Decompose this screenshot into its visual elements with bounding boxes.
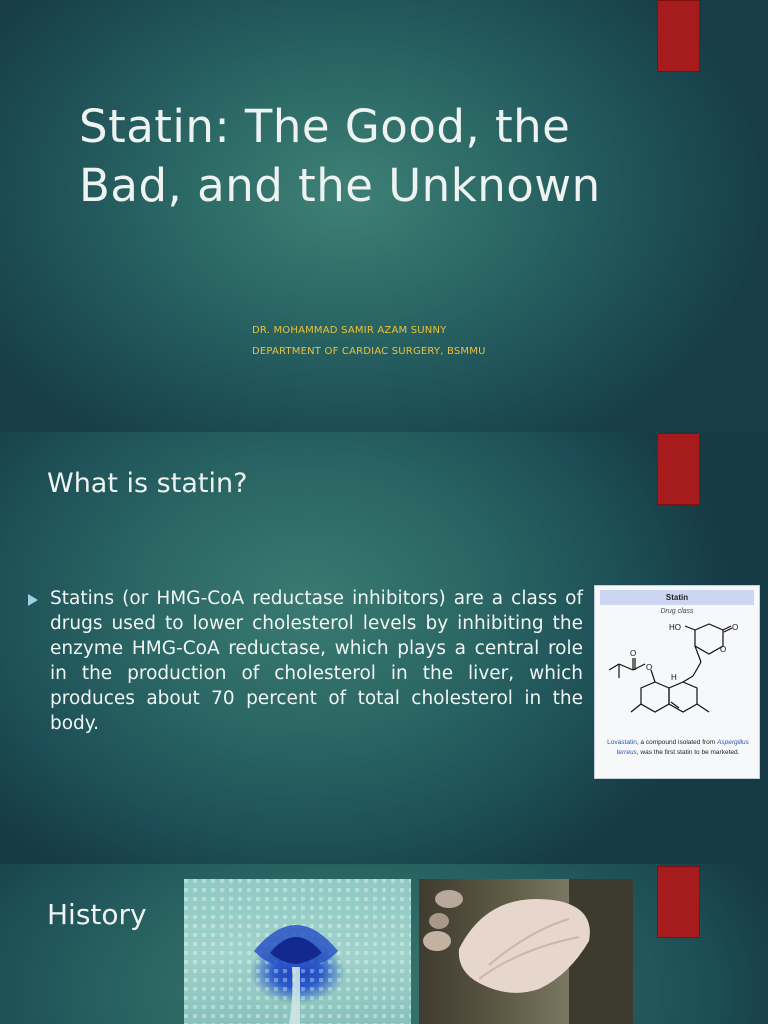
oxygen-label: O (732, 623, 739, 632)
caption-link-aspergillus[interactable]: Aspergillus terreus (616, 739, 749, 756)
slide-history (0, 864, 768, 1024)
mushroom-illustration (419, 879, 633, 1024)
infobox-header: Statin (600, 590, 754, 605)
infobox-subheader: Drug class (660, 608, 694, 615)
oxygen-label: O (630, 649, 637, 658)
red-accent-tab (657, 0, 700, 72)
author-name: DR. MOHAMMAD SAMIR AZAM SUNNY (252, 325, 447, 336)
mushroom-on-tree-image (419, 879, 633, 1024)
bullet-text: Statins (or HMG-CoA reductase inhibitors) are a class of drugs used to lower cholesterol levels by inhibiting the enzyme HMG-CoA reductase, which plays a central role in the production of cholesterol in the liver, which produces about 70 percent of total cholesterol in the body. (50, 588, 583, 734)
author-department: DEPARTMENT OF CARDIAC SURGERY, BSMMU (252, 346, 486, 357)
hydrogen-label: H (671, 673, 677, 682)
bullet-item (28, 586, 583, 736)
red-accent-tab (657, 433, 700, 505)
lovastatin-structure-diagram (605, 622, 751, 736)
aspergillus-microscope-image (184, 879, 411, 1024)
aspergillus-illustration (184, 879, 411, 1024)
red-accent-tab (657, 866, 700, 938)
slide-title (0, 0, 768, 432)
ho-label: HO (669, 623, 681, 632)
slide-heading: History (47, 898, 147, 931)
oxygen-label: O (646, 663, 653, 672)
slide-what-is-statin (0, 432, 768, 864)
caption-link-lovastatin[interactable]: Lovastatin (607, 739, 637, 746)
bullet-triangle-icon (28, 594, 38, 606)
oxygen-label: O (720, 645, 727, 654)
infobox-caption: Lovastatin, a compound isolated from Aspergillus terreus, was the first statin to be marketed. (607, 739, 749, 756)
slide-heading: What is statin? (47, 468, 248, 499)
author-block (252, 320, 672, 362)
statin-infobox (594, 585, 760, 779)
slide-title-heading: Statin: The Good, the Bad, and the Unknown (79, 100, 601, 212)
